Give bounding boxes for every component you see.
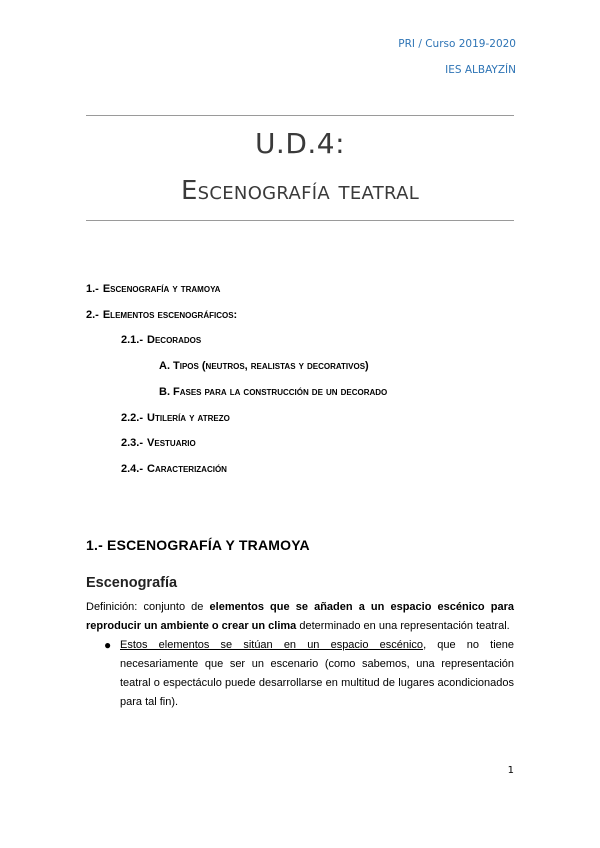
toc-item-label: Vestuario: [147, 437, 196, 449]
toc-item-letter: B.: [159, 386, 170, 398]
toc-item-2-3: [121, 437, 196, 449]
toc-item-number: 1.-: [86, 283, 99, 295]
toc-item-number: 2.3.-: [121, 437, 144, 449]
bullet-rest: , que no tiene necesariamente que ser un escenario (como sabemos, una representación teatral o espectáculo puede desarrollarse en multitud de lugares acondicionados para tal fin).: [120, 639, 514, 708]
toc-item-number: 2.1.-: [121, 334, 144, 346]
toc-item-label: Tipos (neutros, realistas y decorativos): [173, 360, 369, 372]
header-school: IES ALBAYZÍN: [445, 64, 516, 76]
toc-item-1: [86, 283, 220, 295]
toc-item-label: Fases para la construcción de un decorado: [173, 386, 388, 398]
bullet-underlined: Estos elementos se sitúan en un espacio escénico: [120, 639, 424, 651]
page-number: 1: [507, 765, 514, 776]
definition-tail: determinado en una representación teatral.: [296, 620, 510, 632]
toc-item-b: [159, 386, 387, 398]
toc-item-a: [159, 360, 369, 372]
toc-item-2-4: [121, 463, 227, 475]
toc-item-number: 2.2.-: [121, 412, 144, 424]
section-heading: 1.- ESCENOGRAFÍA Y TRAMOYA: [86, 537, 310, 553]
toc-item-label: Caracterización: [147, 463, 227, 475]
bullet-text: [120, 636, 514, 712]
toc-item-label: Utilería y atrezo: [147, 412, 230, 424]
subsection-heading: Escenografía: [86, 575, 178, 591]
definition-paragraph: [86, 598, 514, 636]
bullet-item: [104, 636, 514, 712]
unit-subtitle: Escenografía teatral: [180, 176, 420, 206]
toc-item-label: Elementos escenográficos:: [102, 309, 238, 321]
toc-item-2-1: [121, 334, 201, 346]
toc-item-label: Decorados: [147, 334, 202, 346]
title-top-rule: [86, 115, 514, 116]
toc-item-letter: A.: [159, 360, 170, 372]
definition-bold: elementos que se añaden a un espacio escénico para reproducir un ambiente o crear un clima: [86, 601, 514, 632]
toc-item-label: Escenografía y tramoya: [102, 283, 221, 295]
unit-title: U.D.4:: [254, 127, 346, 160]
definition-lead: Definición: conjunto de: [86, 601, 210, 613]
title-bottom-rule: [86, 220, 514, 221]
toc-item-2: [86, 309, 237, 321]
toc-item-number: 2.-: [86, 309, 99, 321]
toc-item-2-2: [121, 412, 230, 424]
toc-item-number: 2.4.-: [121, 463, 144, 475]
bullet-dot-icon: ●: [104, 638, 112, 652]
header-course: PRI / Curso 2019-2020: [398, 38, 516, 50]
